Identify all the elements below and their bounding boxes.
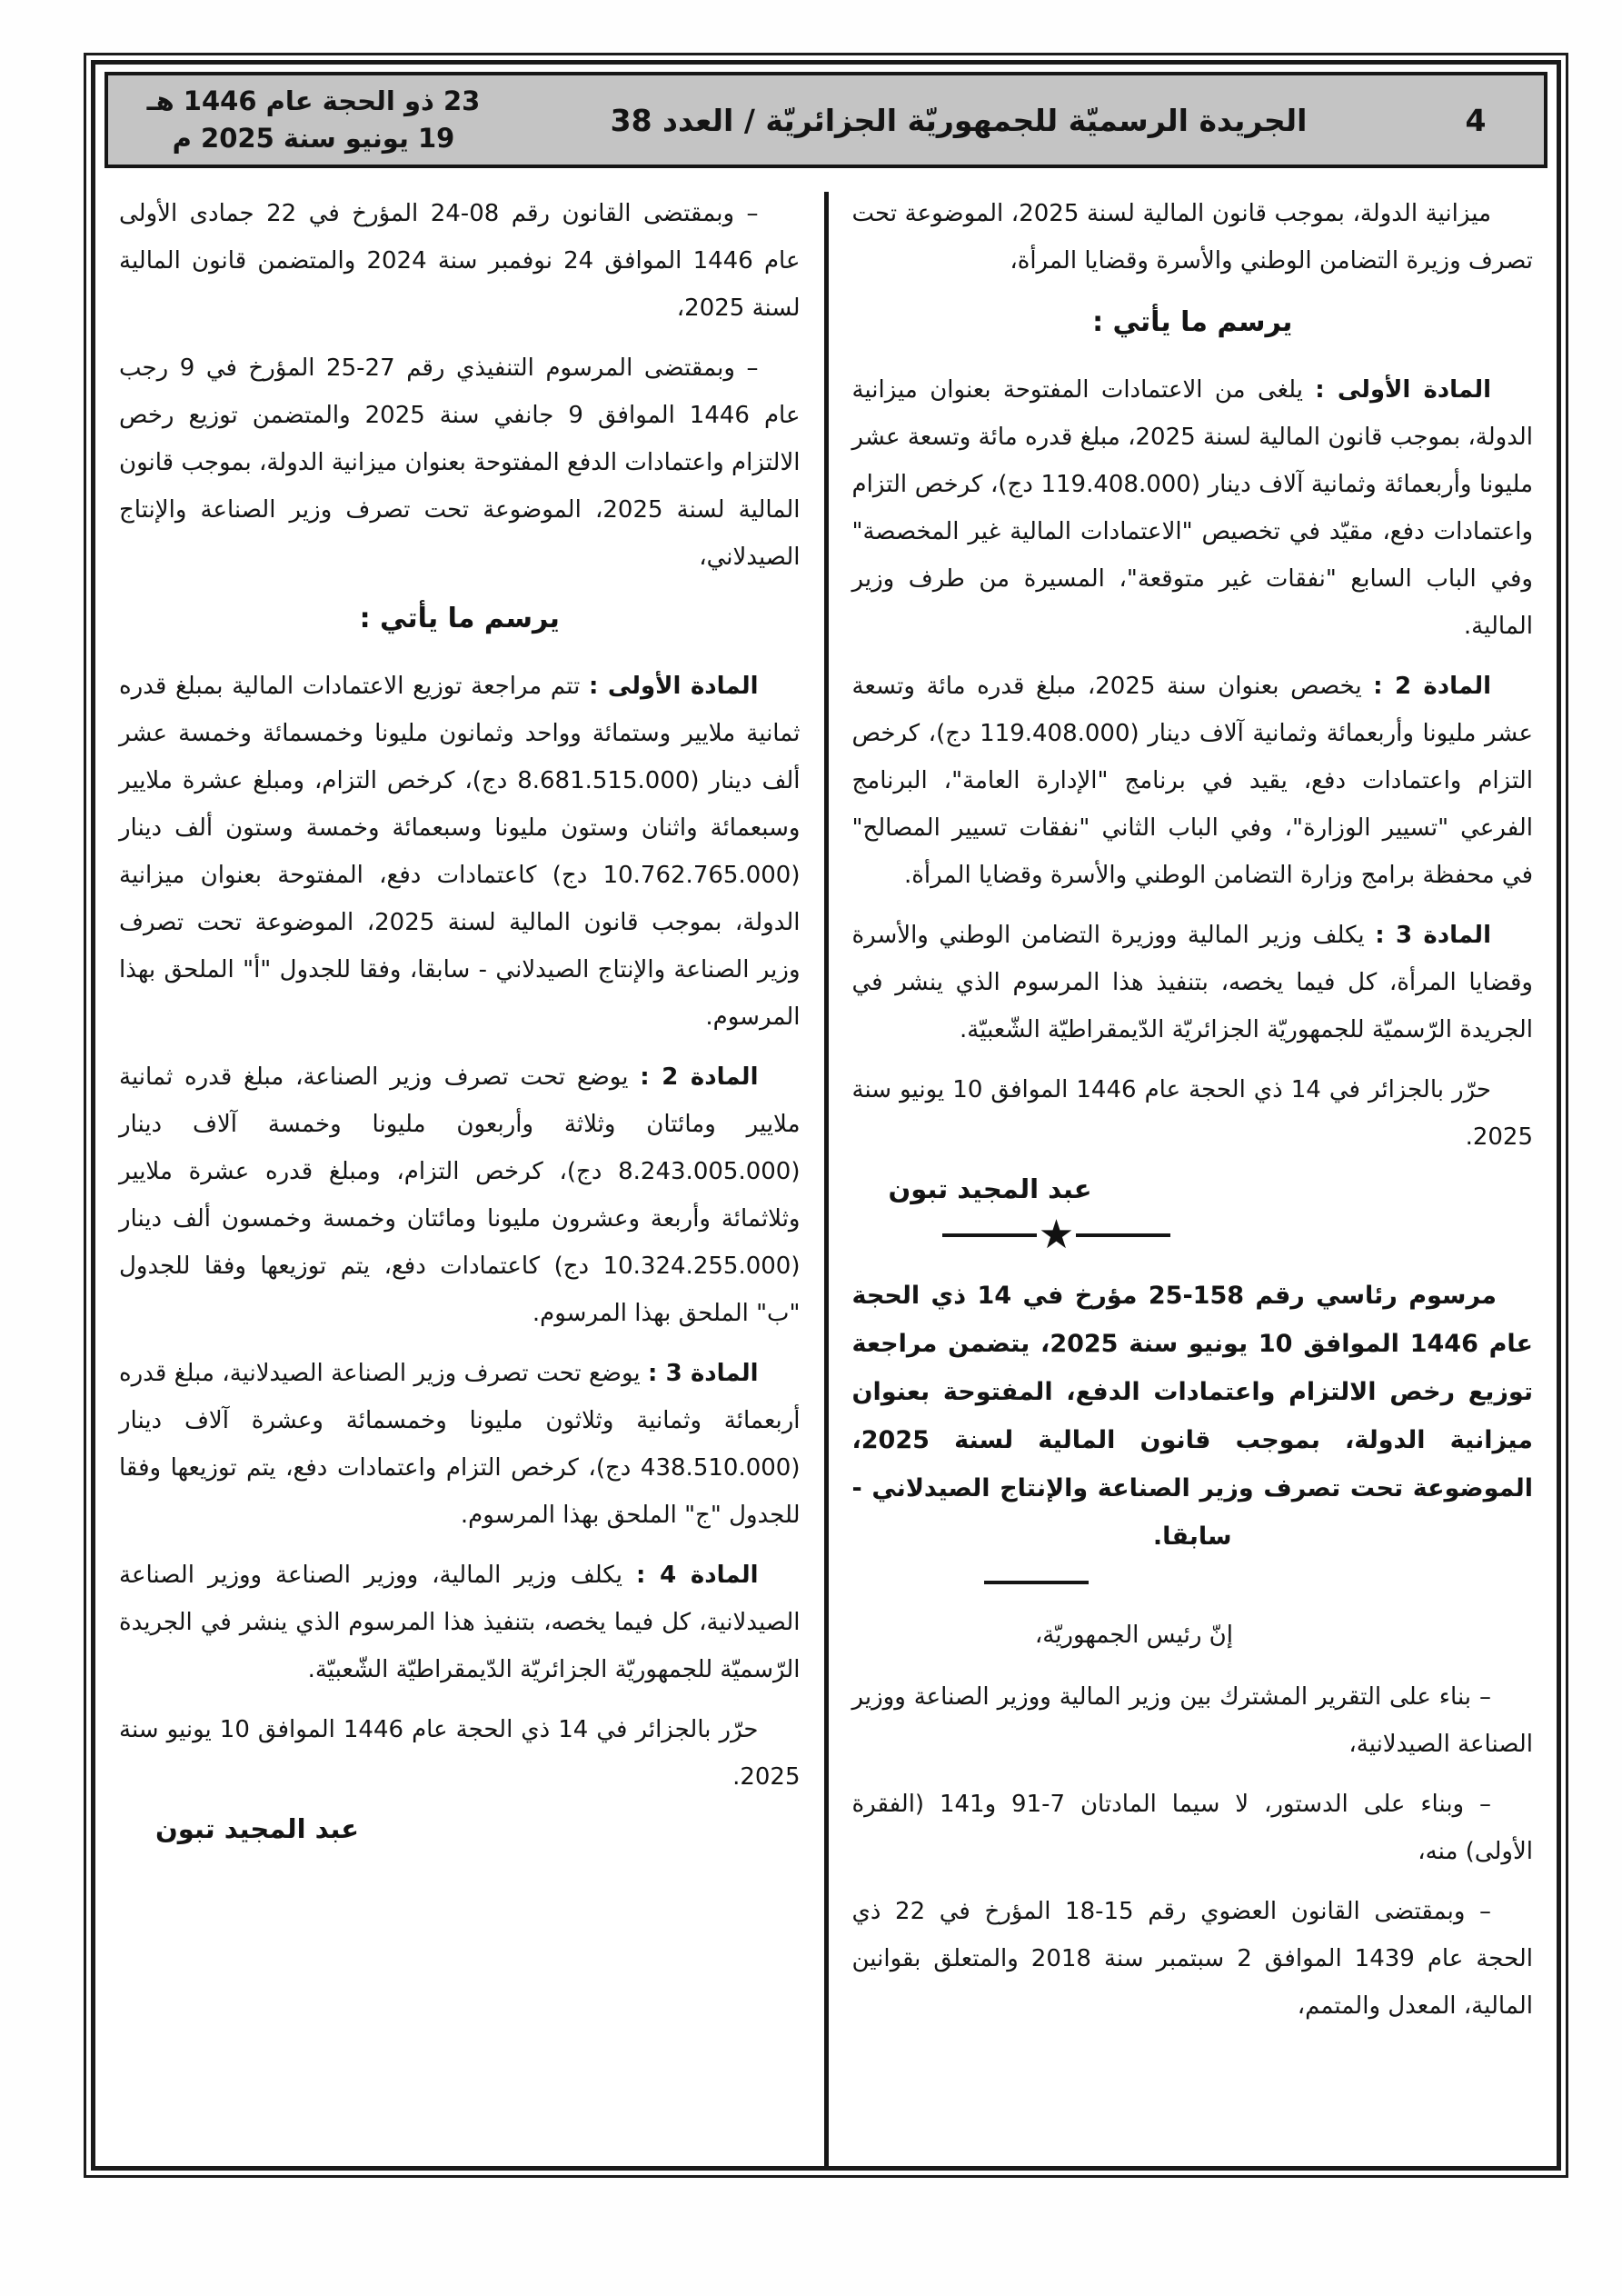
article-label: المادة الأولى : [589,673,759,700]
separator-line [1076,1233,1169,1237]
decree-enactment-heading: يرسم ما يأتي : [359,603,560,634]
article-label: المادة 3 : [1375,922,1491,949]
masthead-dates [108,83,510,157]
article-text: يخصص بعنوان سنة 2025، مبلغ قدره مائة وتسعة عشر مليونا وأربعمائة وثمانية آلاف دينار (119.408.000 دج)، كرخص التزام واعتمادات دفع، يقيد في برنامج "الإدارة العامة"، البرنامج الفرعي "تسيير الوزارة"، وفي الباب الثاني "نفقات تسيير المصالح" في محفظة برامج وزارة التضامن الوطني والأسرة وقضايا المرأة. [851,673,1534,889]
article-label: المادة 2 : [640,1063,759,1091]
signature [852,1173,1534,1204]
date-gregorian: 19 يونيو سنة 2025 م [172,123,455,154]
article-label: المادة 4 : [635,1562,759,1589]
visa-paragraph: – وبمقتضى المرسوم التنفيذي رقم 27-25 المؤرخ في 9 رجب عام 1446 الموافق 9 جانفي سنة 2025 والمتضمن توزيع رخص الالتزام واعتمادات الدفع المفتوحة بعنوان ميزانية الدولة، بموجب قانون المالية لسنة 2025، الموضوعة تحت تصرف وزير الصناعة والإنتاج الصيدلاني، [119,354,801,571]
visa-paragraph: – وبمقتضى القانون العضوي رقم 15-18 المؤرخ في 22 ذي الحجة عام 1439 الموافق 2 سبتمبر سنة 2018 والمتعلق بقوانين المالية، المعدل والمتمم، [851,1897,1533,2020]
page-frame-inner [91,60,1561,2171]
article-paragraph [119,1053,801,1337]
star-separator [943,1212,1170,1258]
president-intro-line: إنّ رئيس الجمهوريّة، [1034,1621,1233,1649]
page-number: 4 [1465,102,1487,138]
page-frame [84,53,1568,2178]
article-text: يلغى من الاعتمادات المفتوحة بعنوان ميزانية الدولة، بموجب قانون المالية لسنة 2025، مبلغ قدره مائة وتسعة عشر مليونا وأربعمائة وثمانية آلاف دينار (119.408.000 دج)، كرخص التزام واعتمادات دفع، مقيّد في تخصيص "الاعتمادات المالية غير المخصصة" وفي الباب السابع "نفقات غير متوقعة"، المسيرة من طرف وزير المالية. [851,376,1534,640]
signed-at-line: حرّر بالجزائر في 14 ذي الحجة عام 1446 الموافق 10 يونيو سنة 2025. [119,1716,801,1791]
columns-container [95,168,1557,2166]
article-text: يوضع تحت تصرف وزير الصناعة، مبلغ قدره ثمانية ملايير ومائتان وثلاثة وأربعون مليونا وخمسة آلاف دينار (8.243.005.000 دج)، كرخص التزام، ومبلغ قدره عشرة ملايير وثلاثمائة وأربعة وعشرون مليونا ومائتان وخمسة وخمسون ألف دينار (10.324.255.000 دج) كاعتمادات دفع، يتم توزيعها وفقا للجدول "ب" الملحق بهذا المرسوم. [119,1063,801,1327]
date-hijri: 23 ذو الحجة عام 1446 هـ [146,85,481,116]
next-decree-title: مرسوم رئاسي رقم 158-25 مؤرخ في 14 ذي الحجة عام 1446 الموافق 10 يونيو سنة 2025، يتضمن مراجعة توزيع رخص الالتزام واعتمادات الدفع، المفتوحة بعنوان ميزانية الدولة، بموجب قانون المالية لسنة 2025، الموضوعة تحت تصرف وزير الصناعة والإنتاج الصيدلاني - سابقا. [851,1281,1533,1551]
masthead [104,72,1547,168]
visa-paragraph: – وبمقتضى القانون رقم 08-24 المؤرخ في 22 جمادى الأولى عام 1446 الموافق 24 نوفمبر سنة 2024 والمتضمن قانون المالية لسنة 2025، [119,200,801,322]
article-text: يوضع تحت تصرف وزير الصناعة الصيدلانية، مبلغ قدره أربعمائة وثمانية وثلاثون مليونا وخمسمائة وعشرة آلاف دينار (438.510.000 دج)، كرخص التزام واعتمادات دفع، يتم توزيعها وفقا للجدول "ج" الملحق بهذا المرسوم. [119,1360,801,1529]
column-right [829,190,1557,2166]
decree-enactment-heading: يرسم ما يأتي : [1092,306,1293,338]
visa-paragraph: – وبناء على الدستور، لا سيما المادتان 7-91 و141 (الفقرة الأولى) منه، [851,1790,1533,1865]
signed-at-line: حرّر بالجزائر في 14 ذي الحجة عام 1446 الموافق 10 يونيو سنة 2025. [851,1076,1533,1151]
article-paragraph [119,1350,801,1539]
section-rule [984,1581,1089,1584]
signature-name: عبد المجيد تبون [155,1813,360,1844]
article-label: المادة الأولى : [1315,376,1491,404]
article-paragraph [852,366,1534,650]
article-paragraph [119,663,801,1041]
continuation-paragraph: ميزانية الدولة، بموجب قانون المالية لسنة 2025، الموضوعة تحت تصرف وزيرة التضامن الوطني والأسرة وقضايا المرأة، [851,200,1533,275]
article-paragraph [119,1552,801,1693]
star-icon: ★ [1038,1212,1075,1258]
article-label: المادة 2 : [1373,673,1491,700]
article-paragraph [852,663,1534,899]
article-text: يكلف وزير المالية، ووزير الصناعة ووزير الصناعة الصيدلانية، كل فيما يخصه، بتنفيذ هذا المرسوم الذي ينشر في الجريدة الرّسميّة للجمهوريّة الجزائريّة الدّيمقراطيّة الشّعبيّة. [119,1562,801,1683]
visa-paragraph: – بناء على التقرير المشترك بين وزير المالية ووزير الصناعة ووزير الصناعة الصيدلانية، [851,1682,1533,1758]
column-left [95,190,824,2166]
signature-name: عبد المجيد تبون [888,1173,1092,1204]
signature [119,1813,801,1844]
article-label: المادة 3 : [648,1360,759,1387]
separator-line [942,1233,1036,1237]
journal-title: الجريدة الرسميّة للجمهوريّة الجزائريّة / العدد 38 [610,102,1308,138]
article-paragraph [852,912,1534,1053]
article-text: تتم مراجعة توزيع الاعتمادات المالية بمبلغ قدره ثمانية ملايير وستمائة وواحد وثمانون مليونا وخمسمائة وخمسة عشر ألف دينار (8.681.515.000 دج)، كرخص التزام، ومبلغ عشرة ملايير وسبعمائة واثنان وستون مليونا وسبعمائة وخمسة وستون ألف دينار (10.762.765.000 دج) كاعتمادات دفع، المفتوحة بعنوان ميزانية الدولة، بموجب قانون المالية لسنة 2025، الموضوعة تحت تصرف وزير الصناعة والإنتاج الصيدلاني - سابقا، وفقا للجدول "أ" الملحق بهذا المرسوم. [119,673,801,1031]
article-text: يكلف وزير المالية ووزيرة التضامن الوطني والأسرة وقضايا المرأة، كل فيما يخصه، بتنفيذ هذا المرسوم الذي ينشر في الجريدة الرّسميّة للجمهوريّة الجزائريّة الدّيمقراطيّة الشّعبيّة. [851,922,1533,1043]
column-divider [824,192,829,2166]
